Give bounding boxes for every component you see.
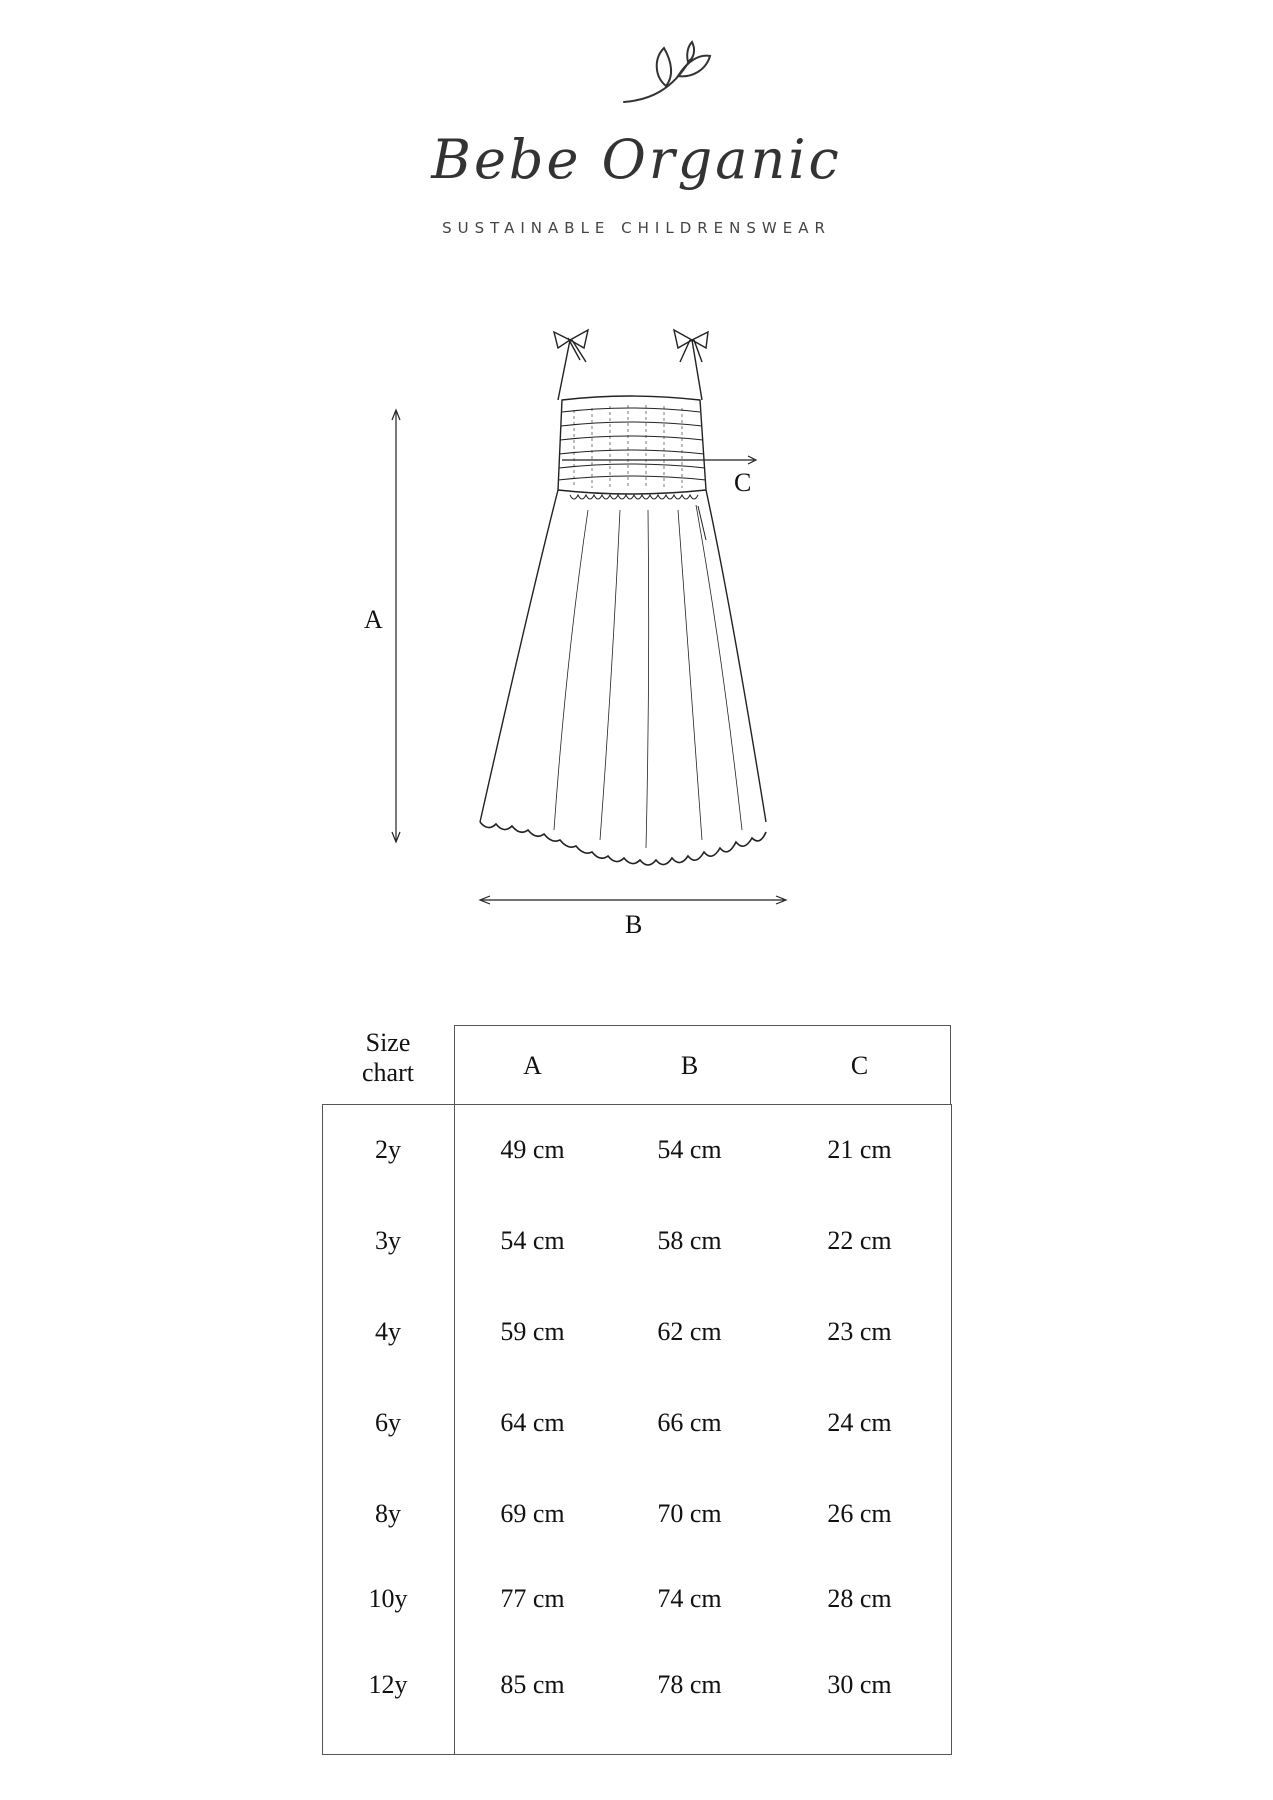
cell-c: 21 cm: [827, 1135, 892, 1164]
cell-b: 70 cm: [657, 1499, 722, 1528]
cell-a: 54 cm: [500, 1226, 565, 1255]
cell-b: 58 cm: [657, 1226, 722, 1255]
row-size-label: 10y: [368, 1584, 408, 1613]
dimension-label-b: B: [625, 910, 643, 939]
column-header-a: A: [523, 1051, 542, 1080]
cell-b: 62 cm: [657, 1317, 722, 1346]
cell-a: 49 cm: [500, 1135, 565, 1164]
leaf-sprig-icon: [620, 40, 712, 108]
row-size-label: 8y: [375, 1499, 401, 1528]
cell-c: 30 cm: [827, 1670, 892, 1699]
corner-label-line1: Size: [365, 1028, 411, 1057]
row-size-label: 2y: [375, 1135, 401, 1164]
cell-c: 23 cm: [827, 1317, 892, 1346]
cell-b: 74 cm: [657, 1584, 722, 1613]
cell-b: 78 cm: [657, 1670, 722, 1699]
cell-c: 28 cm: [827, 1584, 892, 1613]
cell-c: 26 cm: [827, 1499, 892, 1528]
cell-b: 66 cm: [657, 1408, 722, 1437]
cell-a: 64 cm: [500, 1408, 565, 1437]
column-header-c: C: [850, 1051, 869, 1080]
brand-tagline: SUSTAINABLE CHILDRENSWEAR: [442, 219, 831, 237]
dimension-label-a: A: [364, 605, 383, 634]
cell-a: 77 cm: [500, 1584, 565, 1613]
cell-c: 24 cm: [827, 1408, 892, 1437]
dimension-label-c: C: [734, 468, 752, 497]
row-size-label: 6y: [375, 1408, 401, 1437]
brand-name: Bebe Organic: [431, 128, 842, 191]
cell-a: 69 cm: [500, 1499, 565, 1528]
size-chart-table: [322, 1025, 952, 1755]
corner-label-line2: chart: [362, 1058, 414, 1087]
cell-c: 22 cm: [827, 1226, 892, 1255]
cell-b: 54 cm: [657, 1135, 722, 1164]
dress-diagram: [330, 300, 810, 960]
size-chart-corner-label: [322, 1028, 454, 1088]
cell-a: 85 cm: [500, 1670, 565, 1699]
row-size-label: 4y: [375, 1317, 401, 1346]
row-size-label: 3y: [375, 1226, 401, 1255]
column-header-b: B: [680, 1051, 699, 1080]
cell-a: 59 cm: [500, 1317, 565, 1346]
row-size-label: 12y: [368, 1670, 408, 1699]
